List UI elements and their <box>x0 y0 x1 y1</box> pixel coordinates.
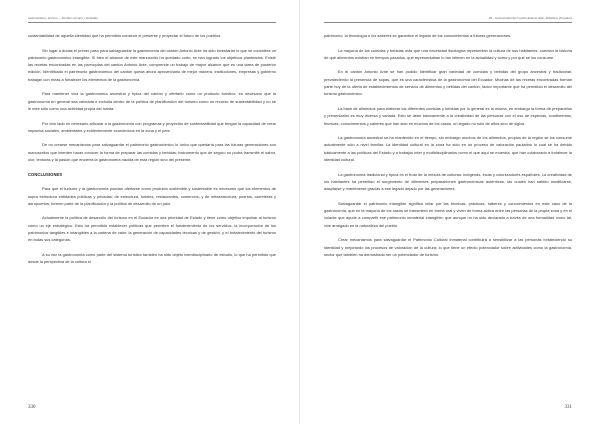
paragraph: Crear mecanismos para salvaguardar el Patrimonio Cultural Inmaterial contribuirá a sensibilizar a las personas fortaleciendo su identidad y mejorando los procesos de valoración de la cultura; lo que tiene un efecto potenciador sobre actividades como la gastronomía, sector que también ha demostrado ser un potenciador de turismo. <box>324 237 572 257</box>
section-heading: CONCLUSIONES <box>28 171 63 177</box>
paragraph: patrimonio, la tecnología o los saberes se garantice el legado de los conocimientos a futuras generaciones. <box>324 33 512 38</box>
paragraph: Para mantener viva la gastronomía ancestral y típica del cantón y ofertarlo como un producto turístico, es necesario que la gastronomía en general sea valorada e incluida dentro de la política de planificación del turismo como un recurso de sustentabilidad y no se le mire sólo como una actividad propia del turista. <box>28 91 276 111</box>
paragraph: Por otro lado es necesario articular a la gastronomía con programas y proyectos de sustentabilidad que tengan la capacidad de crear impactos sociales, ambientales y evidentemente económicos en la zona y el país. <box>28 120 276 133</box>
right-page <box>300 0 600 424</box>
right-page-body <box>324 32 572 394</box>
left-running-header: Gastronomía y turismo — Destino cercano y planeado <box>28 16 276 23</box>
left-page-body <box>28 32 276 394</box>
paragraph: La gastronomía tradicional y típica es el fruto de la mezcla de culturas: indígenas, incas y colonizadores españoles. La creatividad de los habitantes ha permitido el surgimiento de diferentes preparaciones gastronómicas auténticas, las cuales han sabido modificarse, adaptarse y mantenerse gracias a ese legado dejado por las generaciones. <box>324 171 572 192</box>
right-page-number: 331 <box>564 405 572 410</box>
left-page-number: 330 <box>28 405 36 410</box>
paragraph: Sin lugar a dudas el primer paso para salvaguardar la gastronomía del cantón Antonio Ante ha sido inventariar lo que se considera un patrimonio gastronómico intangible. Si bien el alcance de este manuscrito ha quedado corto, se han logrado los objetivos planteados. Existir las recetas encontradas en las parroquias del cantón Antonio Ante, comprende un trabajo de mayor alcance que es una tarea de posterior edición. Identificado el patrimonio gastronómico del cantón queda ahora aprovecharlo de mejor manera, instituciones, empresas y gobierno trabajan con miras a fortalecer los elementos de la gastronomía. <box>28 47 276 82</box>
paragraph: A su vez la gastronomía como parte del sistema turístico también ha sido objeto interdisciplinario de estudio, lo que ha permitido que desde la perspectiva de la cultura el <box>28 251 276 265</box>
paragraph: La gastronomía ancestral se ha mantenido en el tiempo, sin embargo muchos de los alimentos, propios de la región se los consume actualmente sólo a nivel familiar. La identidad cultural en la zona ha sido en un proceso de valoración paulatino lo cual se ha debido básicamente a las políticas del Estado y a trabajos inter y multidisciplinarios como el que aquí se muestra, que han colaborado a fortalecer la identidad cultural. <box>324 135 572 163</box>
paragraph: Para que el turismo y la gastronomía puedan ofertarse como producto sostenible y sustentable es necesario que los elementos de supra estructura entidades públicas y privadas; de estructura, hoteles, restaurantes, comercios; y de infraestructura, puertos, carreteras y aeropuertos; formen parte de la planificación y la política de desarrollo de un país. <box>28 186 276 206</box>
paragraph: De no crearse mecanismos para salvaguardar el patrimonio gastronómico lo único que quedaría para las futuras generaciones son manuscritos que intenten hacer conocer la forma de preparar las comidas y bebidas; instrumento que de seguro no podrá transmitir el sabor, olor, texturas y la pasión que encierra la gastronomía nacida de esta región sino del presente. <box>28 142 276 163</box>
paragraph: La base de alimentos para elaborar los diferentes comidas y bebidas por lo general es la misma, en embargo la forma de prepararlos y presentarlos es muy diversa y variada. Esto se debe básicamente a la creatividad de las personas con el uso de especias, condimentos, técnicas, conocimientos y saberes que han sido en muchos de los casos, un legado no sólo de años sino de siglos. <box>324 105 572 126</box>
paragraph: Salvaguardar el patrimonio intangible significa velar por las técnicas, prácticas, saberes y conocimientos en este caso de la gastronomía, que en la mayoría de los casos se transmiten en forma oral y viven de forma activa entre las personas de la propia zona y en el volante que ayude a compartir ese patrimonio inmaterial intangible; que aunque no ha sido declarado a través de una formalidad como tal, vive arraigado en la naturaleza del pueblo. <box>324 200 572 228</box>
paragraph: Actualmente la política de desarrollo del turismo en el Ecuador es una prioridad de Estado y tiene como objetivo impulsar al turismo como un eje estratégico. Esto ha permitido establecer políticas que permiten el fortalecimiento de los servicios, la incorporación de los patrimonios tangibles e intangibles a la cadena de valor, la generación de capacidades técnicas y de gestión, y el fortalecimiento del turismo en todas sus categorías. <box>28 215 276 243</box>
right-running-header: III – Gastronomía del Cantón Antonio Ante, Imbabura (Ecuador) <box>324 16 572 23</box>
paragraph: La mayoría de las comidas y bebidas más que una necesidad fisiológica representan la cultura de sus habitantes, cuentan la historia de qué alimentos existían en tiempos pasados, qué representaban lo tan intimen en la actualidad y cómo y por qué se los consume. <box>324 47 572 60</box>
paragraph: sustentabilidad de aquella identidad que ha permitido construir el presente y proyectar el futuro de los pueblos. <box>28 33 222 38</box>
paragraph: En el cantón Antonio Ante se han podido identificar gran variedad de comidas y bebidas del grupo ancestral y tradicional, prevaleciendo la presencia de sopas, que es una característica de la gastronomía del Ecuador. Muchas de las recetas encontradas forman parte hoy de la oferta de establecimientos de servicio de alimentos y bebidas del cantón, factor importante que ha permitido el desarrollo del turismo gastronómico. <box>324 69 572 97</box>
